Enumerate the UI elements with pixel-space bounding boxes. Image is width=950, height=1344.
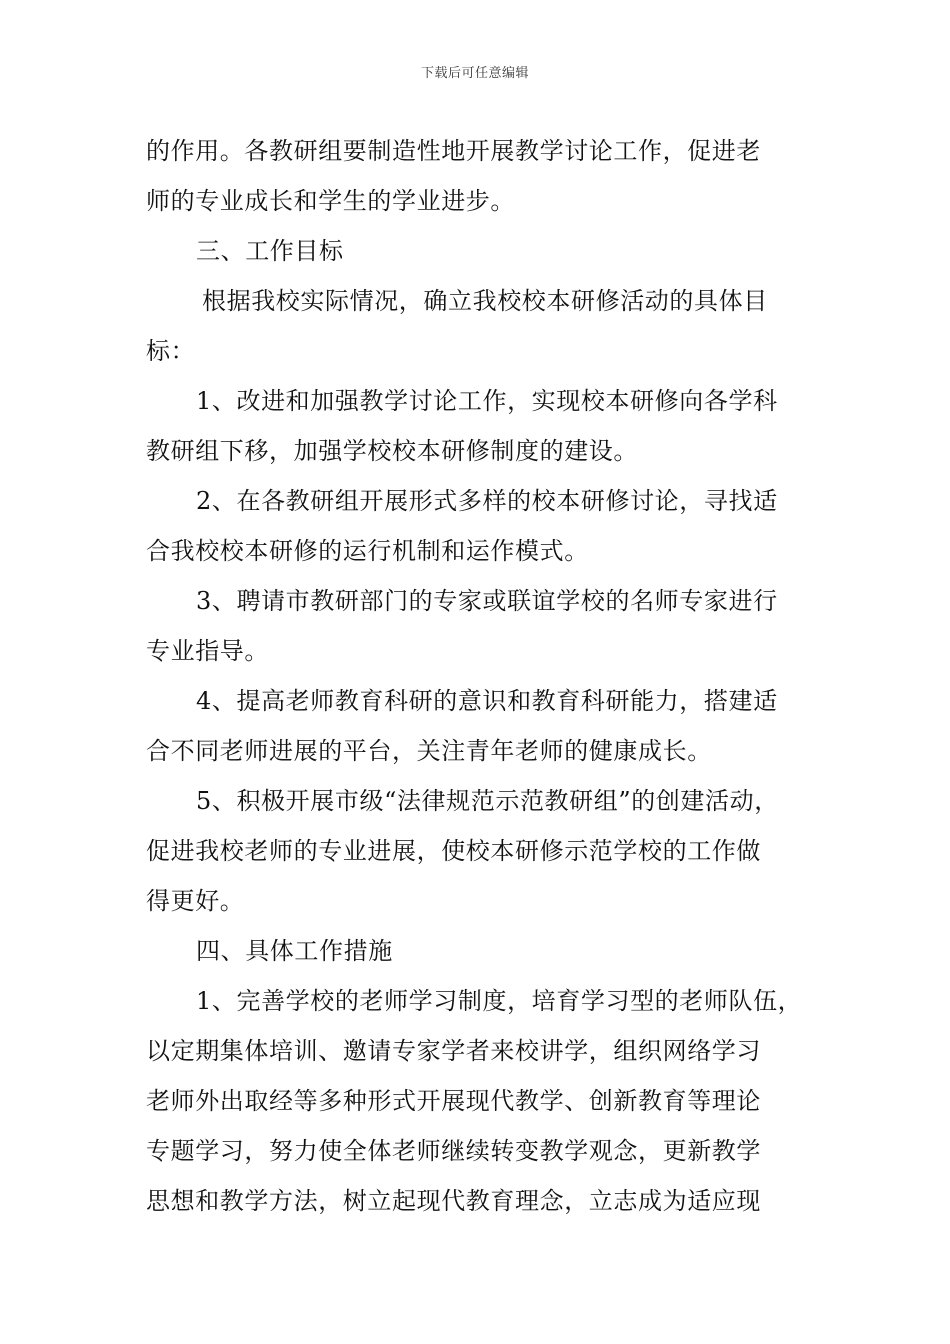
page-header: 下载后可任意编辑 bbox=[420, 66, 529, 81]
list-item: 5、积极开展市级“法律规范示范教研组”的创建活动， bbox=[196, 787, 779, 815]
text-line: 教研组下移，加强学校校本研修制度的建设。 bbox=[146, 437, 638, 465]
text-line: 思想和教学方法，树立起现代教育理念，立志成为适应现 bbox=[146, 1187, 761, 1215]
section-heading: 三、工作目标 bbox=[196, 237, 344, 265]
text-line: 标： bbox=[146, 337, 196, 365]
section-heading: 四、具体工作措施 bbox=[196, 937, 393, 965]
list-item: 4、提高老师教育科研的意识和教育科研能力，搭建适 bbox=[196, 687, 778, 715]
document-body bbox=[146, 126, 808, 1226]
text-line: 专题学习，努力使全体老师继续转变教学观念，更新教学 bbox=[146, 1137, 761, 1165]
list-item: 2、在各教研组开展形式多样的校本研修讨论，寻找适 bbox=[196, 487, 778, 515]
text-line: 促进我校老师的专业进展，使校本研修示范学校的工作做 bbox=[146, 837, 761, 865]
text-line: 合我校校本研修的运行机制和运作模式。 bbox=[146, 537, 589, 565]
text-line: 的作用。各教研组要制造性地开展教学讨论工作，促进老 bbox=[146, 137, 761, 165]
text-line: 师的专业成长和学生的学业进步。 bbox=[146, 187, 515, 215]
list-item: 1、完善学校的老师学习制度，培育学习型的老师队伍， bbox=[196, 987, 803, 1015]
text-line: 得更好。 bbox=[146, 887, 245, 915]
text-line: 以定期集体培训、邀请专家学者来校讲学，组织网络学习 bbox=[146, 1037, 761, 1065]
text-line: 合不同老师进展的平台，关注青年老师的健康成长。 bbox=[146, 737, 712, 765]
list-item: 1、改进和加强教学讨论工作，实现校本研修向各学科 bbox=[196, 387, 778, 415]
text-line: 老师外出取经等多种形式开展现代教学、创新教育等理论 bbox=[146, 1087, 761, 1115]
text-line: 专业指导。 bbox=[146, 637, 269, 665]
list-item: 3、聘请市教研部门的专家或联谊学校的名师专家进行 bbox=[196, 587, 778, 615]
text-line: 根据我校实际情况，确立我校校本研修活动的具体目 bbox=[202, 287, 768, 315]
